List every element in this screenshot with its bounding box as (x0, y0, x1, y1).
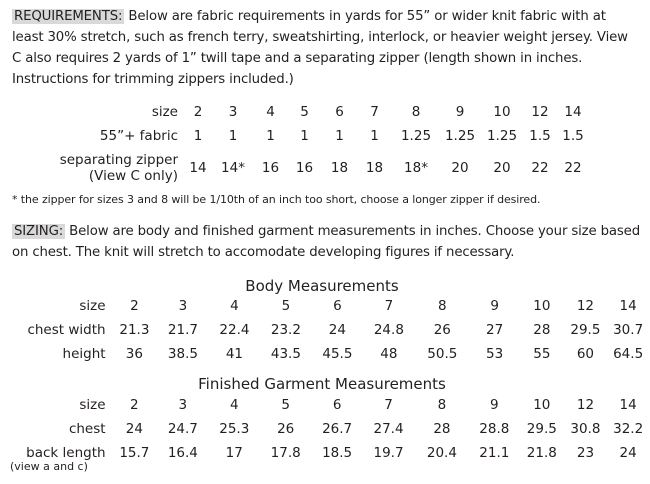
fabric-requirements-table (12, 100, 590, 188)
body-sizes-cell: 8 (438, 298, 447, 314)
requirements-sizes-cell: 14 (564, 104, 582, 120)
requirements-fabric-cell: 1.5 (562, 128, 584, 144)
garment-sizes-cell: 2 (130, 397, 139, 413)
requirements-zipper-cell: 16 (295, 160, 314, 176)
body-sizes-cell: 7 (384, 298, 394, 314)
requirements-fabric-cell: 1 (335, 128, 344, 144)
body-sizes-cell: 12 (576, 298, 594, 314)
garment-back-cell: 24 (619, 445, 637, 461)
garment-chest-cell: 24.7 (167, 421, 198, 437)
garment-back-cell: 17.8 (270, 445, 301, 461)
requirements-zipper-cell: 16 (261, 160, 280, 176)
garment-chest-cell: 27.4 (373, 421, 404, 437)
requirements-zipper-cell: 20 (451, 160, 469, 176)
requirements-text: Below are fabric requirements in yards for 55” or wider knit fabric with at least 30% stretch, such as french terry, sweatshirting, interlock, or heavier weight jersey. View C also requires 2 yards of 1” twill tape and a separating zipper (length shown in inches. Instructions for trimming zippers included.) (12, 9, 628, 87)
body-height-cell: 53 (486, 346, 504, 362)
body-height-row (10, 342, 650, 366)
garment-size-row (10, 393, 650, 417)
requirements-fabric-cell: 1.25 (400, 128, 432, 144)
requirements-fabric-cell: 1 (266, 128, 275, 144)
body-height-cell: 36 (125, 346, 143, 362)
garment-measurements-table (10, 393, 650, 465)
garment-back-cell: 20.4 (426, 445, 457, 461)
garment-back-row (10, 441, 650, 465)
body-measurements-title: Body Measurements (245, 277, 399, 295)
garment-chest-cell: 30.8 (570, 421, 601, 437)
body-height-cell: 50.5 (427, 346, 458, 362)
requirements-paragraph (12, 6, 640, 90)
garment-chest-cell: 26.7 (322, 421, 353, 437)
requirements-fabric-cell: 1.25 (486, 128, 518, 144)
body-chest-cell: 21.3 (119, 322, 150, 338)
body-measurements-table (10, 294, 650, 366)
body-chest-cell: 24 (328, 322, 346, 338)
requirements-fabric-cell: 1.25 (444, 128, 476, 144)
garment-chest-cell: 26 (277, 421, 295, 437)
requirements-sizes-cell: 7 (370, 104, 379, 120)
body-height-cell: 55 (533, 346, 551, 362)
garment-sizes-cell: 14 (619, 397, 637, 413)
garment-chest-cell: 28 (433, 421, 451, 437)
zipper-label-line2: (View C only) (88, 168, 178, 184)
requirements-sizes-cell: 2 (193, 104, 203, 120)
requirements-zipper-cell: 14* (221, 160, 245, 176)
body-height-cell: 48 (380, 346, 398, 362)
requirements-zipper-cell: 20 (493, 160, 511, 176)
garment-back-cell: 23 (576, 445, 595, 461)
requirements-fabric-cell: 1 (228, 128, 238, 144)
body-height-cell: 43.5 (270, 346, 301, 362)
garment-sizes-cell: 3 (178, 397, 188, 413)
body-chest-cell: 24.8 (373, 322, 404, 338)
requirements-zipper-cell: 14 (189, 160, 207, 176)
garment-back-cell: 18.5 (322, 445, 353, 461)
garment-chest-cell: 25.3 (219, 421, 250, 437)
requirements-zipper-cell: 18 (365, 160, 384, 176)
body-sizes-cell: 6 (333, 298, 342, 314)
garment-sizes-cell: 4 (229, 397, 239, 413)
body-sizes-cell: 10 (533, 298, 551, 314)
garment-chest-label: chest (68, 421, 106, 437)
fabric-row (12, 124, 590, 148)
body-chest-cell: 23.2 (270, 322, 301, 338)
body-height-cell: 60 (576, 346, 594, 362)
body-chest-cell: 28 (533, 322, 551, 338)
body-height-cell: 45.5 (322, 346, 353, 362)
requirements-fabric-cell: 1 (300, 128, 309, 144)
requirements-zipper-cell: 18* (404, 160, 428, 176)
garment-back-cell: 16.4 (167, 445, 198, 461)
zipper-label (12, 148, 184, 188)
requirements-sizes-cell: 5 (300, 104, 309, 120)
requirements-sizes-cell: 6 (335, 104, 344, 120)
body-height-cell: 64.5 (613, 346, 644, 362)
body-height-cell: 41 (225, 346, 244, 362)
garment-back-label: back length (26, 445, 106, 461)
requirements-sizes-cell: 4 (266, 104, 275, 120)
body-size-row (10, 294, 650, 318)
body-chest-cell: 29.5 (570, 322, 601, 338)
fabric-label: 55”+ fabric (99, 128, 178, 144)
garment-sizes-cell: 8 (437, 397, 447, 413)
body-sizes-cell: 5 (281, 298, 291, 314)
requirements-sizes-cell: 12 (531, 104, 549, 120)
requirements-fabric-cell: 1 (370, 128, 379, 144)
garment-size-label: size (79, 397, 106, 413)
zipper-row (12, 148, 590, 188)
body-chest-cell: 26 (433, 322, 451, 338)
sizing-text: Below are body and finished garment measurements in inches. Choose your size based on chest. The knit will stretch to accomodate developing figures if necessary. (12, 224, 640, 260)
garment-sizes-cell: 9 (490, 397, 499, 413)
body-sizes-cell: 3 (178, 298, 188, 314)
requirements-fabric-cell: 1 (193, 128, 203, 144)
garment-sizes-cell: 12 (576, 397, 595, 413)
zipper-footnote: * the zipper for sizes 3 and 8 will be 1/10th of an inch too short, choose a longer zipper if desired. (12, 193, 541, 206)
body-chest-label: chest width (27, 322, 106, 338)
garment-sizes-cell: 5 (281, 397, 290, 413)
garment-chest-row (10, 417, 650, 441)
garment-measurements-title: Finished Garment Measurements (198, 375, 446, 393)
requirements-sizes-cell: 9 (455, 104, 465, 120)
zipper-label-line1: separating zipper (59, 152, 178, 168)
garment-chest-cell: 29.5 (526, 421, 557, 437)
garment-sizes-cell: 10 (533, 397, 551, 413)
body-size-label: size (79, 298, 106, 314)
body-chest-cell: 27 (486, 322, 504, 338)
garment-back-cell: 21.1 (479, 445, 510, 461)
requirements-zipper-cell: 22 (564, 160, 582, 176)
requirements-fabric-cell: 1.5 (529, 128, 551, 144)
garment-sizes-cell: 6 (332, 397, 342, 413)
garment-back-cell: 21.8 (526, 445, 557, 461)
body-chest-cell: 21.7 (167, 322, 198, 338)
requirements-zipper-cell: 22 (531, 160, 549, 176)
sizing-heading: SIZING: (14, 224, 64, 239)
size-label: size (151, 104, 178, 120)
body-sizes-cell: 14 (619, 298, 637, 314)
body-sizes-cell: 9 (490, 298, 499, 314)
sizing-paragraph (12, 221, 640, 263)
garment-chest-cell: 28.8 (479, 421, 510, 437)
size-row (12, 100, 590, 124)
body-chest-row (10, 318, 650, 342)
garment-back-cell: 19.7 (373, 445, 404, 461)
garment-chest-cell: 32.2 (613, 421, 644, 437)
body-sizes-cell: 2 (130, 298, 139, 314)
garment-back-cell: 15.7 (119, 445, 150, 461)
requirements-sizes-cell: 8 (411, 104, 421, 120)
requirements-sizes-cell: 10 (493, 104, 511, 120)
body-chest-cell: 22.4 (219, 322, 250, 338)
garment-back-cell: 17 (225, 445, 243, 461)
body-chest-cell: 30.7 (613, 322, 644, 338)
requirements-zipper-cell: 18 (330, 160, 349, 176)
back-length-note: (view a and c) (10, 460, 88, 473)
garment-chest-cell: 24 (125, 421, 143, 437)
garment-sizes-cell: 7 (384, 397, 393, 413)
body-sizes-cell: 4 (230, 298, 239, 314)
body-height-cell: 38.5 (167, 346, 198, 362)
requirements-sizes-cell: 3 (228, 104, 238, 120)
body-height-label: height (62, 346, 106, 362)
requirements-heading: REQUIREMENTS: (14, 9, 123, 24)
